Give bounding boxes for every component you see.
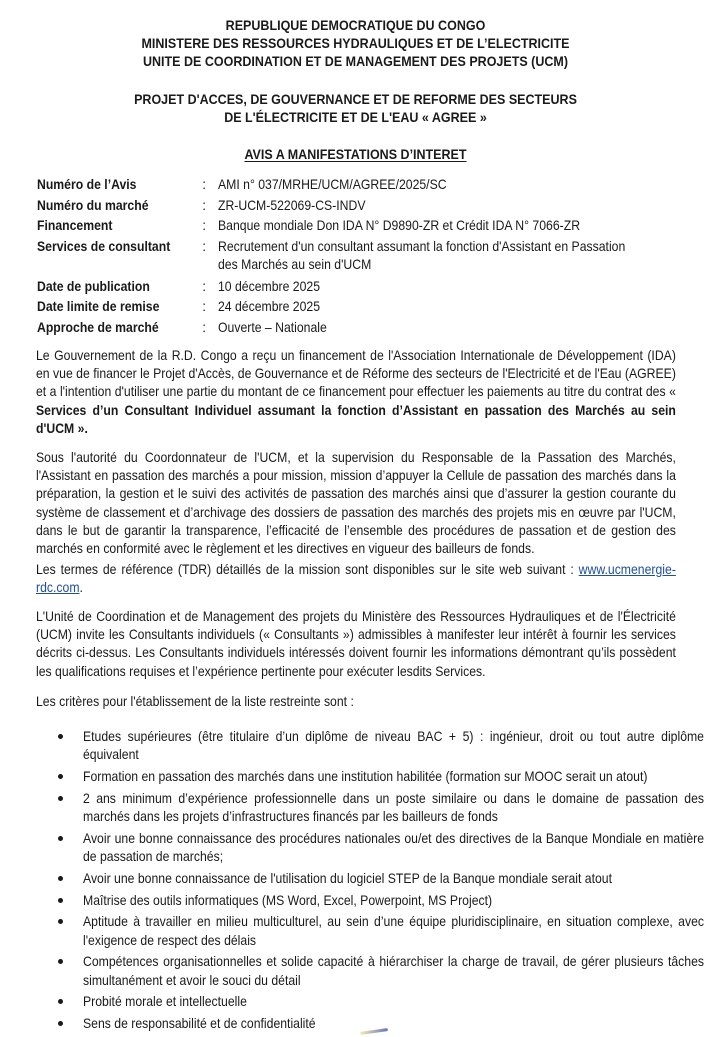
meta-label: Numéro de l’Avis (37, 177, 137, 192)
bullet-icon (58, 734, 63, 739)
criteria-text: Sens de responsabilité et de confidentialité (83, 1016, 316, 1032)
bullet-icon (58, 1021, 63, 1026)
notice-details-table (37, 175, 687, 338)
project-line-2: DE L'ÉLECTRICITE ET DE L'EAU « AGREE » (224, 110, 487, 125)
criteria-item (55, 993, 695, 1011)
criteria-text: Avoir une bonne connaissance des procédures nationales ou/et des directives de la Banque Mondiale en matière de passation de marchés; (83, 830, 704, 864)
criteria-item (55, 870, 695, 888)
bullet-icon (58, 919, 63, 924)
criteria-item (55, 728, 704, 764)
meta-colon: : (202, 197, 207, 213)
meta-row-financing (37, 216, 687, 237)
meta-colon: : (202, 278, 207, 294)
meta-value: Recrutement d'un consultant assumant la fonction d'Assistant en Passation des Marchés au sein d'UCM (218, 238, 626, 272)
paragraph-criteria-intro (36, 693, 676, 711)
meta-colon: : (202, 218, 207, 233)
project-line-1: PROJET D'ACCES, DE GOUVERNANCE ET DE REFORME DES SECTEURS (134, 92, 577, 107)
paragraph-end: ». (74, 420, 88, 436)
paragraph-text: Les termes de référence (TDR) détaillés de la mission sont disponibles sur le site web suivant : (36, 562, 579, 577)
bullet-icon (58, 898, 63, 903)
services-title-bold: Services d’un Consultant Individuel assumant la fonction d’Assistant en passation des Marchés au sein d'UCM (36, 402, 676, 436)
criteria-item (55, 790, 704, 826)
paragraph-financing (36, 347, 676, 438)
meta-value: 10 décembre 2025 (218, 278, 321, 294)
meta-label: Financement (37, 218, 113, 233)
project-header (28, 91, 682, 127)
criteria-item (55, 830, 704, 866)
paragraph-text: Sous l'autorité du Coordonnateur de l'UCM, et la supervision du Responsable de la Passation des Marchés, l'Assistant en passation des marchés a pour mission, mission d’appuyer la Cellule de passation des marchés dans la préparation, la gestion et le suivi des activités de passation des marchés ainsi que d’assurer la gestion courante du système de classement et d’archivage des dossiers de passation des marchés des projets mis en œuvre par l'UCM, dans le but de garantir la transparence, l’efficacité de l’ensemble des procédures de passation et de gestion des marchés en conformité avec le règlement et les directives en vigueur des bailleurs de fonds. (36, 450, 676, 557)
paragraph-terms-of-reference (36, 561, 676, 597)
document-title-text: AVIS A MANIFESTATIONS D’INTERET (244, 147, 467, 162)
criteria-text: Avoir une bonne connaissance de l'utilisation du logiciel STEP de la Banque mondiale serait atout (83, 870, 612, 886)
meta-colon: : (202, 299, 207, 314)
meta-label: Date limite de remise (37, 299, 160, 314)
criteria-item (55, 953, 704, 989)
criteria-text: Compétences organisationnelles et solide capacité à hiérarchiser la charge de travail, de gérer plusieurs tâches simultanément et avoir le souci du détail (83, 954, 704, 988)
bullet-icon (58, 876, 63, 881)
meta-colon: : (202, 238, 207, 254)
meta-value: AMI n° 037/MRHE/UCM/AGREE/2025/SC (218, 177, 447, 192)
website-link[interactable]: www.ucmenergie-rdc.com (36, 562, 676, 596)
meta-row-publication-date (37, 277, 687, 298)
meta-label: Numéro du marché (37, 197, 149, 213)
meta-row-consultant-services (37, 237, 687, 277)
criteria-text: Maîtrise des outils informatiques (MS Word, Excel, Powerpoint, MS Project) (83, 892, 493, 908)
paragraph-text: Le Gouvernement de la R.D. Congo a reçu un financement de l'Association Internationale de Développement (IDA) en vue de financer le Projet d'Accès, de Gouvernance et de Réforme des secteurs de l'Electricité et de l'Eau (AGREE) et a l'intention d'utiliser une partie du montant de ce financement pour effectuer les paiements au titre du contrat des « (36, 348, 676, 400)
bullet-icon (58, 959, 63, 964)
bullet-icon (58, 836, 63, 841)
criteria-item (55, 768, 695, 786)
criteria-item (55, 892, 695, 910)
meta-label: Approche de marché (37, 319, 159, 335)
document-title (28, 146, 682, 164)
header-line-country: REPUBLIQUE DEMOCRATIQUE DU CONGO (225, 18, 486, 33)
criteria-text: Aptitude à travailler en milieu multiculturel, au sein d’une équipe pluridisciplinaire, en situation complexe, avec l'exigence de respect des délais (83, 914, 704, 948)
header-line-unit: UNITE DE COORDINATION ET DE MANAGEMENT DES PROJETS (UCM) (142, 54, 568, 69)
criteria-list (55, 728, 704, 1037)
criteria-item (55, 913, 704, 949)
paragraph-mission (36, 449, 676, 558)
meta-colon: : (202, 319, 207, 335)
paragraph-text: L'Unité de Coordination et de Management des projets du Ministère des Ressources Hydrauliques et de l'Électricité (UCM) invite les Consultants individuels (« Consultants ») admissibles à manifester leur intérêt à fournir les services décrits ci-dessus. Les Consultants individuels intéressés doivent fournir les informations démontrant qu’ils possèdent les qualifications requises et l’expérience pertinente pour exécuter lesdits Services. (36, 609, 676, 679)
bullet-icon (58, 999, 63, 1004)
criteria-text: Formation en passation des marchés dans une institution habilitée (formation sur MOOC serait un atout) (83, 769, 648, 784)
government-header (28, 17, 682, 71)
header-line-ministry: MINISTERE DES RESSOURCES HYDRAULIQUES ET DE L’ELECTRICITE (141, 36, 570, 51)
meta-row-notice-number (37, 175, 687, 196)
criteria-text: Probité morale et intellectuelle (83, 994, 247, 1010)
meta-value: 24 décembre 2025 (218, 299, 321, 314)
bullet-icon (58, 796, 63, 801)
meta-row-market-approach (37, 318, 687, 339)
criteria-text: 2 ans minimum d’expérience professionnelle dans un poste similaire ou dans le domaine de passation des marchés dans les projets d’infrastructures financés par les bailleurs de fonds (83, 790, 704, 824)
paragraph-invitation (36, 608, 676, 681)
meta-row-deadline (37, 297, 687, 318)
meta-label: Date de publication (37, 278, 150, 294)
meta-value: Banque mondiale Don IDA N° D9890-ZR et Crédit IDA N° 7066-ZR (218, 218, 581, 233)
meta-label: Services de consultant (37, 238, 171, 254)
meta-colon: : (202, 177, 207, 192)
meta-row-market-number (37, 196, 687, 217)
criteria-text: Etudes supérieures (être titulaire d’un diplôme de niveau BAC + 5) : ingénieur, droit ou tout autre diplôme équivalent (83, 729, 704, 763)
paragraph-text: Les critères pour l'établissement de la liste restreinte sont : (36, 694, 354, 709)
bullet-icon (58, 774, 63, 779)
paragraph-end: . (79, 580, 83, 596)
meta-value: ZR-UCM-522069-CS-INDV (218, 197, 366, 213)
meta-value: Ouverte – Nationale (218, 319, 327, 335)
